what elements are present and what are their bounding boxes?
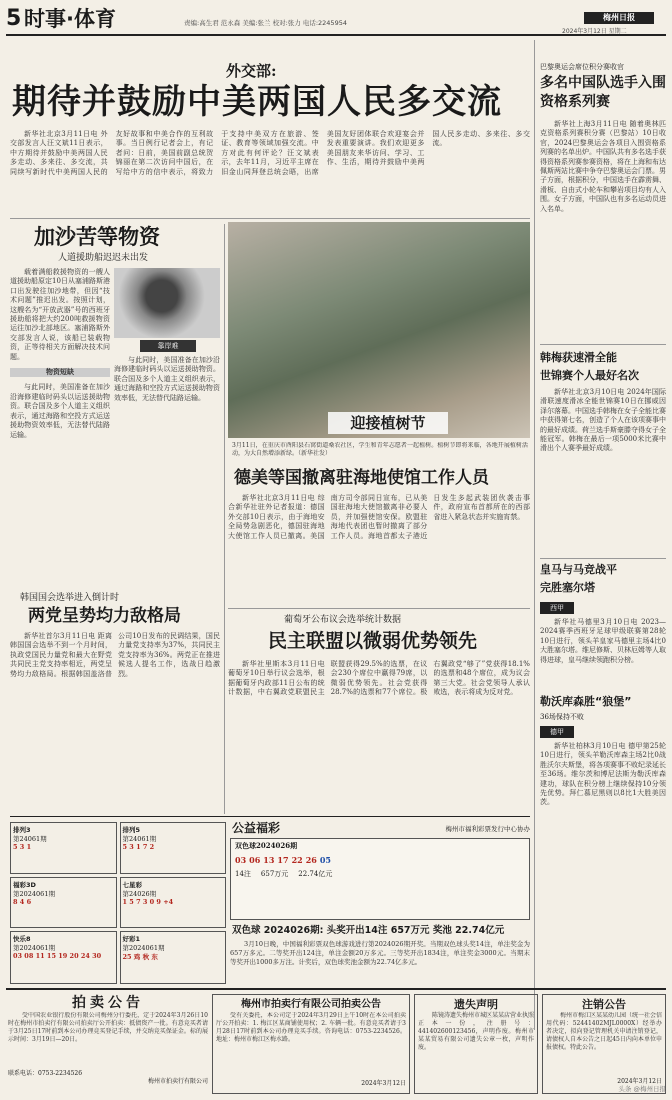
auction2-date: 2024年3月12日 [361, 1080, 406, 1087]
gaza-section-label: 物资短缺 [10, 368, 110, 377]
masthead [6, 6, 666, 34]
column-divider-left [224, 224, 225, 814]
lottery-box-title: 好彩1 [122, 935, 141, 944]
auction-company: 梅州市拍卖行有限公司 [147, 1078, 208, 1085]
sports2-rule [540, 344, 666, 345]
lottery-box-title: 七星彩 [122, 880, 142, 889]
loss-notice-body [418, 1012, 534, 1052]
tree-planting-photo [228, 222, 530, 438]
editors-line: 责编:高生君 范永森 美编:张兰 校对:张力 电话:2245954 [184, 19, 347, 27]
lottery-box-numbers: 25 鸡 秋 东 [122, 953, 158, 962]
page-number: 5 [6, 6, 22, 31]
lottery-box-numbers: 5 3 1 7 2 [122, 843, 155, 851]
sports1-body [540, 120, 666, 348]
gaza-headline: 加沙苦等物资 [34, 225, 160, 249]
gaza-subhead: 人道援助船迟迟未出发 [58, 253, 149, 263]
sports2-paragraph: 新华社北京3月10日电 2024年国际滑联速度滑冰全能世锦赛10日在挪威因泽尔落幕。中国选手韩梅在女子全能比赛中获得第七名，创造了个人在该项赛事中的最好成绩。荷兰选手斯豪滕夺得女子全能冠军。韩梅在最后一项5000米比赛中滑出个人赛季最好成绩。 [540, 388, 666, 453]
cancel-notice-paragraph: 梅州市梅江区某某幼儿园（统一社会信用代码：52441402MJL0000X）经举办者决定，拟向登记管理机关申请注销登记，请债权人自本公告之日起45日内向本单位申报债权。特此公告。 [546, 1012, 662, 1051]
red-ball: 06 [249, 855, 261, 865]
photo-title: 迎接植树节 [328, 412, 448, 434]
sports2-body [540, 388, 666, 554]
lottery-box-issue: 第24026期 [122, 889, 157, 898]
auction-title: 拍卖公告 [72, 995, 144, 1011]
lottery-table [230, 838, 530, 920]
lottery-paragraph: 3月10日晚，中国福利彩票双色球游戏进行第2024026期开奖。当期双色球头奖14注，单注奖金为657万多元。二等奖开出124注，单注金额20万多元。三等奖开出1834注，单注奖金3000元。当期末等奖开出1000多万注。计奖后，双色球奖池金额为22.74亿多元。 [230, 940, 530, 966]
lottery-box-numbers: 03 08 11 15 19 20 24 30 [13, 952, 102, 961]
gaza-body [10, 268, 110, 588]
portugal-kicker: 葡萄牙公布议会选举统计数据 [284, 615, 402, 625]
bundesliga-label: 德甲 [550, 728, 564, 736]
lottery-box [10, 822, 117, 874]
lottery-box [120, 822, 227, 874]
lottery-section-title: 公益福彩 [232, 821, 281, 835]
prize-pool: 22.74亿元 [298, 870, 333, 878]
red-ball: 22 [291, 855, 303, 865]
lead-body [10, 130, 530, 216]
lottery-box [120, 931, 227, 984]
lottery-box-title: 福彩3D [13, 880, 36, 889]
loss-notice-title: 遗失声明 [454, 998, 498, 1011]
lead-paragraph: 新华社北京3月11日电 外交部发言人汪文斌11日表示，中方期待并鼓励中美两国人民多走动、多来往、多交流，共同续写新时代中美两国人民的友好故事和中美合作的互利故事。当日例行记者会上，有记者问：日前，美国前副总统贺锦丽在第二次访问中国后，在写给中方的信中表示，将致力于支持中美双方在旅游、签证、教育等领域加强交流。中方对此有何评论？汪文斌表示，去年11月，习近平主席在旧金山同拜登总统会晤，出席美国友好团体联合欢迎宴会并发表重要演讲。我们欢迎更多美国朋友来华访问、学习、工作、生活，期待并鼓励中美两国人民多走动、多来往、多交流。 [10, 130, 530, 176]
lead-rule [10, 218, 530, 219]
issue-date: 2024年3月12日 星期二 [562, 28, 627, 34]
loss-notice [414, 994, 538, 1094]
sports1-headline: 多名中国队选手入围资格系列赛 [540, 75, 666, 110]
sports3-body1 [540, 618, 666, 690]
gaza-sidebar-paragraph: 与此同时，美国准备在加沙沿海修建临时码头以运送援助物资。联合国及多个人道主义组织表示，通过海路和空投方式运送援助物资效率低，无法替代陆路运输。 [114, 356, 220, 402]
gaza-sidebar-body [114, 356, 220, 588]
cancel-notice-date: 2024年3月12日 [617, 1078, 662, 1085]
sports2-headline: 世锦赛个人最好名次 [540, 369, 639, 382]
lottery-boxes [10, 822, 226, 984]
cancel-notice-title: 注销公告 [582, 998, 626, 1011]
lottery-prize-row [231, 867, 529, 881]
auction-body [8, 1012, 208, 1070]
photo-caption [232, 442, 528, 462]
photo-caption-text: 3月11日，在重庆市酉阳县石窝街道桑农社区，学生和青年志愿者一起植树。植树节即将来临，各地开展植树活动，为大自然增添新绿。（新华社发） [232, 442, 528, 457]
red-ball: 03 [235, 855, 247, 865]
lottery-box-title: 排列5 [122, 826, 141, 834]
lottery-box-title: 快乐8 [13, 935, 31, 944]
red-ball: 13 [263, 855, 275, 865]
auction-contact: 联系电话：0753-2234526 [8, 1070, 83, 1077]
lottery-box-title: 排列3 [13, 826, 31, 834]
korea-kicker: 韩国国会选举进入倒计时 [20, 593, 120, 603]
lottery-result-line: 双色球 2024026期: 头奖开出14注 657万元 奖池 22.74亿元 [232, 925, 505, 936]
gaza-sidebar-title: 靠岸难 [140, 340, 196, 352]
paper-name-badge [584, 12, 654, 24]
portugal-body [228, 660, 530, 810]
first-prize-amount: 657万元 [260, 870, 289, 878]
section-title: 时事·体育 [24, 7, 116, 31]
lottery-rule [10, 816, 530, 817]
korea-body [10, 632, 220, 812]
germany-paragraph: 新华社北京3月11日电 综合新华社驻外记者报道：德国外交部10日表示，由于海地安全局势急剧恶化，德国驻海地大使馆工作人员已撤离。美国南方司令部同日宣布，已从美国驻海地大使馆撤离非必要人员，并加强使馆安保。欧盟驻海地代表团也暂时撤离了部分工作人员。海地首都太子港近日发生多起武装团伙袭击事件，政府宣布首都所在的西部省进入紧急状态并实施宵禁。 [228, 494, 530, 540]
first-prize-count: 14注 [235, 870, 251, 878]
lottery-box-issue: 第2024061期 [13, 889, 55, 898]
sports3-headline: 完胜塞尔塔 [540, 581, 595, 594]
watermark-stamp: 头条 @梅州日报 [618, 1085, 666, 1093]
lottery-box-issue: 第24061期 [13, 835, 47, 843]
sports2-kicker: 韩梅获速滑全能 [540, 351, 617, 364]
blue-ball: 05 [319, 855, 331, 865]
lead-kicker: 外交部: [226, 62, 277, 80]
lottery-box [10, 877, 117, 929]
notices-rule [6, 988, 666, 990]
lottery-box-numbers: 8 4 6 [13, 897, 32, 906]
red-ball: 17 [277, 855, 289, 865]
lottery-box [10, 931, 117, 984]
sports1-paragraph: 新华社上海3月11日电 随着奥林匹克资格系列赛积分赛（巴黎站）10日收官，2024巴黎奥运会各项目入围资格系列赛的名单出炉。中国队共有多名选手获得资格系列赛参赛资格，将在上海和布达佩斯两站比赛中争夺巴黎奥运会门票。男子方面，根据积分，中国选手在霹雳舞、滑板、自由式小轮车和攀岩项目均有人入围。女子方面，中国队也有多名运动员进入名单。 [540, 120, 666, 213]
paper-name: 梅州日报 [603, 13, 635, 22]
column-divider-right [534, 40, 535, 1030]
red-ball: 26 [305, 855, 317, 865]
gaza-paragraph-2: 与此同时，美国准备在加沙沿海修建临时码头以运送援助物资。联合国及多个人道主义组织表示，通过海路和空投方式运送援助物资效率低，无法替代陆路运输。 [10, 383, 110, 439]
sports3-paragraph-1: 新华社马德里3月10日电 2023—2024赛季西班牙足球甲级联赛第28轮10日进行，领头羊皇家马德里主场4比0大胜塞尔塔。维尼修斯、贝林厄姆等人取得进球，皇马继续领跑积分榜。 [540, 618, 666, 664]
lottery-box-issue: 第2024061期 [13, 944, 55, 953]
sports1-kicker: 巴黎奥运会席位积分赛收官 [540, 63, 624, 71]
auction2-body [216, 1012, 406, 1078]
germany-body [228, 494, 530, 604]
laliga-label: 西甲 [550, 604, 564, 612]
auction2-paragraph: 受有关委托，本公司定于2024年3月29日上午10时在本公司拍卖厅公开拍卖：1. 梅江区某商铺使用权；2. 车辆一批。有意竞买者请于3月28日17时前到本公司办理竞买手续。咨询电话：0753-2234526。地址：梅州市梅江区梅水路。 [216, 1012, 406, 1043]
lottery-box-numbers: 1 5 7 3 0 9 +4 [122, 897, 174, 906]
sports3-headline2: 勒沃库森胜“狼堡” [540, 695, 632, 708]
sports3-rule [540, 558, 666, 559]
lottery-publisher: 梅州市福利彩票发行中心协办 [445, 825, 530, 833]
korea-headline: 两党呈势均力敌格局 [28, 606, 181, 626]
auction2-title: 梅州市拍卖行有限公司拍卖公告 [241, 999, 381, 1010]
lead-headline: 期待并鼓励中美两国人民多交流 [12, 82, 502, 122]
lottery-red-balls [231, 853, 529, 867]
auction-notice [8, 994, 208, 1094]
sports3-body2 [540, 742, 666, 1012]
sports3-sub2: 36场保持不败 [540, 713, 584, 721]
portugal-paragraph: 新华社里斯本3月11日电 葡萄牙10日举行议会选举，根据葡萄牙内政部11日公布的统计数据，中右翼政党联盟民主联盟获得29.5%的选票，在议会230个席位中赢得79席，以微弱优势领先。社会党获得28.7%的选票和77个席位。极右翼政党“够了”党获得18.1%的选票和48个席位，成为议会第三大党。社会党领导人承认败选，表示将成为反对党。 [228, 660, 530, 697]
auction-paragraph: 受中国农业银行股份有限公司梅州分行委托，定于2024年3月26日10时在梅州市拍卖行有限公司拍卖厅公开拍卖：抵债资产一批。有意竞买者请于3月25日17时前到本公司办理竞买登记手续，并交纳竞买保证金。标的展示时间：3月19日—20日。 [8, 1012, 208, 1043]
korea-paragraph: 新华社首尔3月11日电 距离韩国国会选举不到一个月时间，执政党国民力量党和最大在野党共同民主党支持率相近，两党呈势均力敌格局。根据韩国盖洛普公司10日发布的民调结果，国民力量党支持率为37%，共同民主党支持率为36%。两党正在推进候选人提名工作，选战日趋激烈。 [10, 632, 220, 678]
laliga-badge [540, 602, 574, 614]
germany-headline: 德美等国撤离驻海地使馆工作人员 [234, 468, 489, 488]
lottery-box-numbers: 5 3 1 [13, 843, 32, 851]
masthead-rule [6, 34, 666, 36]
loss-notice-paragraph: 陈镜涛遗失梅州市城区某某店营业执照正本一份，注册号：441402600123456，声明作废。梅州市某某贸易有限公司遗失公章一枚，声明作废。 [418, 1012, 535, 1051]
bundesliga-badge [540, 726, 574, 738]
cancel-notice [542, 994, 666, 1094]
auction2-notice [212, 994, 410, 1094]
lottery-game-name: 双色球2024026期 [235, 841, 298, 850]
gaza-paragraph: 载着满船救援物资的一艘人道援助船原定10日从塞浦路斯港口出发驶往加沙地带，但因“技术问题”推迟出发。按照计划，这艘名为“开放武器”号的西班牙援助船将把大约200吨救援物资运往加沙北部地区。塞浦路斯外交部发言人说，该船已装载物资，正等待相关方面解决技术问题。 [10, 268, 110, 361]
lottery-box-issue: 第2024061期 [122, 944, 165, 953]
lottery-box [120, 877, 227, 929]
lottery-body [230, 940, 530, 984]
gaza-photo [114, 268, 220, 338]
portugal-headline: 民主联盟以微弱优势领先 [268, 630, 478, 652]
lottery-box-issue: 第24061期 [122, 835, 157, 843]
cancel-notice-body [546, 1012, 662, 1076]
sports3-paragraph-2: 新华社柏林3月10日电 德甲第25轮10日进行，领头羊勒沃库森主场2比0战胜沃尔夫斯堡，将各项赛事不败纪录延长至36场。维尔茨和博尼法斯为勒沃库森建功，球队在积分榜上继续保持10分领先优势。拜仁慕尼黑则以8比1大胜美因茨。 [540, 742, 666, 807]
portugal-rule [228, 608, 530, 609]
sports3-kicker: 皇马与马竞战平 [540, 563, 617, 576]
